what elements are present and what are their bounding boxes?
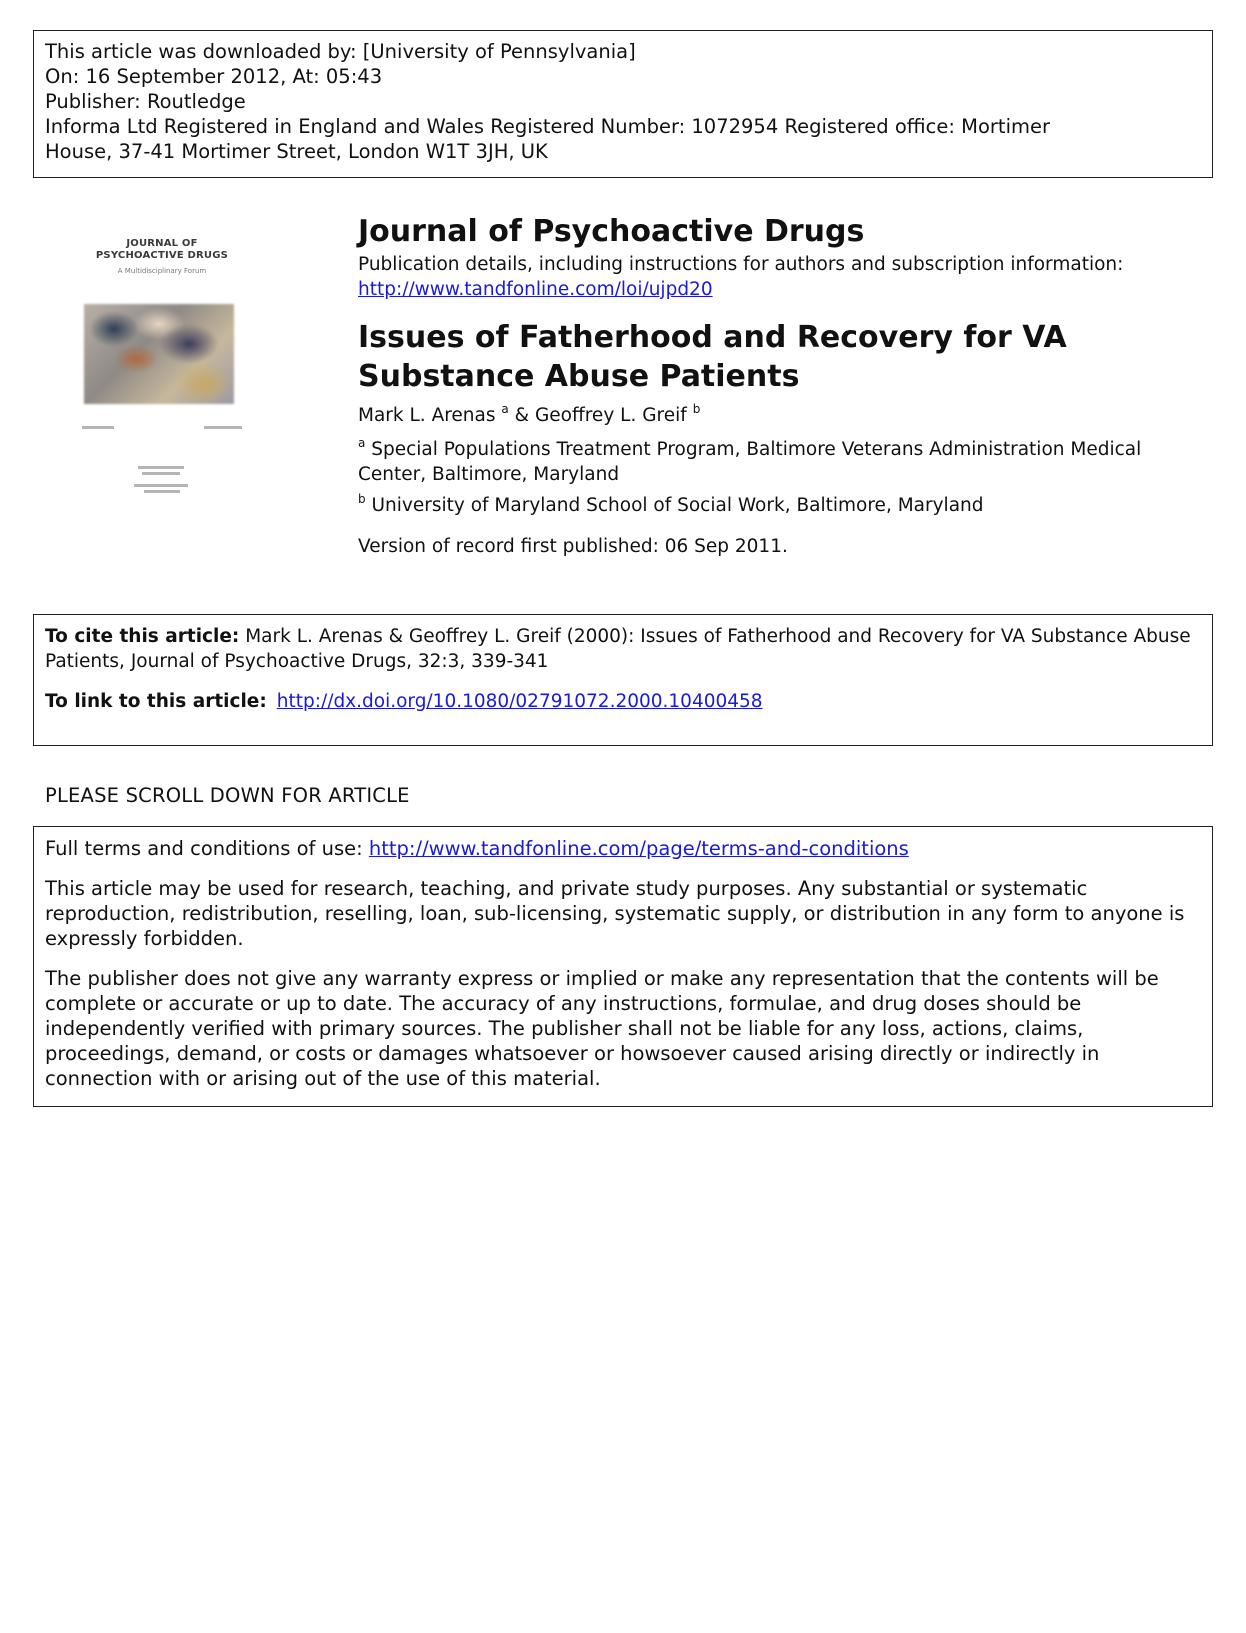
journal-title: Journal of Psychoactive Drugs — [358, 214, 865, 249]
cover-subtitle: A Multidisciplinary Forum — [117, 267, 207, 275]
terms-paragraph-usage: This article may be used for research, teaching, and private study purposes. Any substantial or systematic reproduction, redistribution, reselling, loan, sub-licensing, systematic supply, or distribution in any form to anyone is expressly forbidden. — [45, 877, 1185, 950]
download-notice-line: House, 37-41 Mortimer Street, London W1T 3JH, UK — [45, 140, 548, 163]
journal-url-link[interactable]: http://www.tandfonline.com/loi/ujpd20 — [358, 279, 713, 300]
cover-small-text — [144, 490, 180, 493]
cover-title-line: PSYCHOACTIVE DRUGS — [95, 250, 229, 261]
article-title: Issues of Fatherhood and Recovery for VA Substance Abuse Patients — [358, 320, 1067, 394]
author-separator: & — [508, 405, 535, 426]
link-line — [45, 689, 1201, 714]
doi-link[interactable]: http://dx.doi.org/10.1080/02791072.2000.10400458 — [276, 691, 763, 712]
download-notice-line: Publisher: Routledge — [45, 90, 246, 113]
download-notice-line: Informa Ltd Registered in England and Wales Registered Number: 1072954 Registered office: Mortimer — [45, 115, 1050, 138]
terms-label: Full terms and conditions of use: — [45, 837, 363, 860]
download-notice-line: On: 16 September 2012, At: 05:43 — [45, 65, 383, 88]
authors-line — [358, 404, 700, 428]
publication-details: Publication details, including instructions for authors and subscription information: — [358, 254, 1124, 275]
author-name: Mark L. Arenas — [358, 405, 496, 426]
author-name: Geoffrey L. Greif — [534, 405, 687, 426]
link-label: To link to this article: — [45, 691, 267, 712]
affiliation-text: University of Maryland School of Social Work, Baltimore, Maryland — [371, 495, 984, 516]
citation-text: Mark L. Arenas & Geoffrey L. Greif (2000): Issues of Fatherhood and Recovery for VA Substance Abuse Patients, Journal of Psychoactive Drugs, 32:3, 339-341 — [45, 626, 1191, 672]
terms-paragraph-disclaimer: The publisher does not give any warranty express or implied or make any representation that the contents will be complete or accurate or up to date. The accuracy of any instructions, formulae, and drug doses should be independently verified with primary sources. The publisher shall not be liable for any loss, actions, claims, proceedings, demand, or costs or damages whatsoever or howsoever caused arising directly or indirectly in connection with or arising out of the use of this material. — [45, 967, 1159, 1090]
affiliation-b — [358, 493, 984, 518]
terms-box — [33, 826, 1213, 1107]
affiliation-a — [358, 437, 1188, 487]
terms-line — [45, 836, 1201, 861]
cover-small-text — [204, 426, 242, 429]
affiliation-marker: a — [358, 436, 366, 450]
cover-artwork — [84, 304, 234, 404]
cover-small-text — [138, 466, 184, 469]
terms-link[interactable]: http://www.tandfonline.com/page/terms-and-conditions — [368, 837, 909, 860]
download-notice-line: This article was downloaded by: [University of Pennsylvania] — [45, 40, 636, 63]
cover-title-line: JOURNAL OF — [126, 238, 198, 249]
affiliation-text: Special Populations Treatment Program, Baltimore Veterans Administration Medical Center, Baltimore, Maryland — [358, 439, 1142, 485]
cover-small-text — [142, 472, 180, 475]
citation-line — [45, 624, 1201, 674]
author-affiliation-marker: a — [501, 402, 509, 416]
version-of-record: Version of record first published: 06 Sep 2011. — [358, 536, 788, 557]
journal-cover-image — [72, 222, 252, 512]
download-notice-box — [33, 30, 1213, 178]
author-affiliation-marker: b — [692, 402, 701, 416]
scroll-down-note: PLEASE SCROLL DOWN FOR ARTICLE — [45, 784, 410, 807]
citation-label: To cite this article: — [45, 626, 240, 647]
affiliation-marker: b — [358, 492, 366, 506]
cover-small-text — [134, 484, 188, 487]
cover-small-text — [82, 426, 114, 429]
citation-box — [33, 614, 1213, 746]
